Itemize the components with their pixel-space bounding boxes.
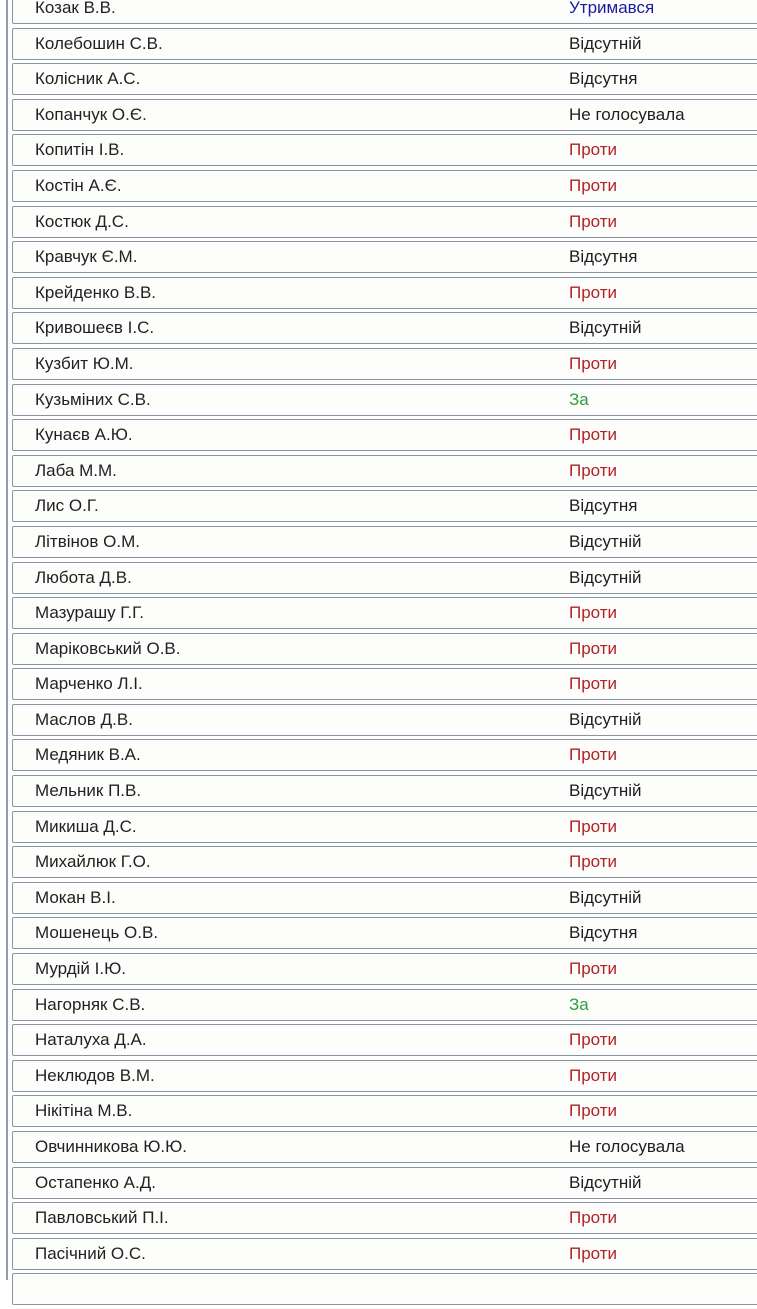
deputy-name: Копанчук О.Є. bbox=[35, 104, 147, 124]
deputy-name: Остапенко А.Д. bbox=[35, 1172, 156, 1192]
vote-status: Відсутній bbox=[569, 781, 642, 801]
deputy-name: Кравчук Є.М. bbox=[35, 247, 138, 267]
vote-status: Відсутній bbox=[569, 33, 642, 53]
vote-status: Проти bbox=[569, 638, 618, 658]
deputy-name: Мурдій І.Ю. bbox=[35, 959, 126, 979]
table-row bbox=[12, 28, 757, 60]
deputy-name: Костін А.Є. bbox=[35, 175, 122, 195]
table-row bbox=[12, 739, 757, 771]
vote-status: Відсутній bbox=[569, 318, 642, 338]
deputy-name: Нікітіна М.В. bbox=[35, 1101, 133, 1121]
deputy-name: Микиша Д.С. bbox=[35, 816, 137, 836]
vote-status: Відсутня bbox=[569, 247, 638, 267]
deputy-name: Мельник П.В. bbox=[35, 781, 142, 801]
deputy-name: Маслов Д.В. bbox=[35, 709, 133, 729]
deputy-name: Мазурашу Г.Г. bbox=[35, 603, 145, 623]
table-row bbox=[12, 455, 757, 487]
vote-status: Проти bbox=[569, 1243, 618, 1263]
table-row bbox=[12, 562, 757, 594]
table-row bbox=[12, 384, 757, 416]
vote-status: Проти bbox=[569, 674, 618, 694]
table-row bbox=[12, 1131, 757, 1163]
table-row bbox=[12, 348, 757, 380]
table-row bbox=[12, 312, 757, 344]
deputy-name: Пасічний О.С. bbox=[35, 1243, 146, 1263]
table-row bbox=[12, 775, 757, 807]
deputy-name: Мошенець О.В. bbox=[35, 923, 159, 943]
deputy-name: Лаба М.М. bbox=[35, 460, 117, 480]
table-outer-left-border bbox=[6, 0, 8, 1280]
table-row bbox=[12, 170, 757, 202]
deputy-name: Овчинникова Ю.Ю. bbox=[35, 1137, 188, 1156]
table-row bbox=[12, 0, 757, 24]
table-row bbox=[12, 277, 757, 309]
vote-status: Проти bbox=[569, 959, 618, 979]
table-row bbox=[12, 846, 757, 878]
vote-status: Проти bbox=[569, 282, 618, 302]
deputy-name: Нагорняк С.В. bbox=[35, 994, 146, 1014]
vote-status: Проти bbox=[569, 140, 618, 160]
deputy-name: Костюк Д.С. bbox=[35, 211, 129, 231]
vote-status: Відсутня bbox=[569, 923, 638, 943]
vote-status: Проти bbox=[569, 1030, 618, 1050]
vote-status: Проти bbox=[569, 353, 618, 373]
deputy-name: Кривошеєв І.С. bbox=[35, 318, 155, 338]
table-row bbox=[12, 953, 757, 985]
table-row bbox=[12, 633, 757, 665]
deputy-name: Копитін І.В. bbox=[35, 140, 125, 160]
vote-status: Відсутній bbox=[569, 1172, 642, 1192]
deputy-name: Козак В.В. bbox=[35, 0, 116, 17]
table-row bbox=[12, 1238, 757, 1270]
table-row bbox=[12, 811, 757, 843]
table-row bbox=[12, 668, 757, 700]
vote-status: Проти bbox=[569, 1101, 618, 1121]
vote-status: За bbox=[569, 994, 589, 1014]
vote-status: Проти bbox=[569, 852, 618, 872]
deputy-name: Марченко Л.І. bbox=[35, 674, 143, 694]
deputy-name: Неклюдов В.М. bbox=[35, 1065, 155, 1085]
table-row bbox=[12, 597, 757, 629]
table-row bbox=[12, 882, 757, 914]
deputy-name: Літвінов О.М. bbox=[35, 531, 140, 551]
table-row bbox=[12, 704, 757, 736]
vote-status: Проти bbox=[569, 816, 618, 836]
vote-status: Відсутня bbox=[569, 496, 638, 516]
deputy-name: Михайлюк Г.О. bbox=[35, 852, 151, 872]
deputy-name: Кузбит Ю.М. bbox=[35, 353, 134, 373]
vote-status: Проти bbox=[569, 425, 618, 445]
table-row bbox=[12, 99, 757, 131]
table-row bbox=[12, 134, 757, 166]
vote-status: Утримався bbox=[569, 0, 655, 17]
vote-status: За bbox=[569, 389, 589, 409]
deputy-name: Медяник В.А. bbox=[35, 745, 141, 765]
deputy-name: Колісник А.С. bbox=[35, 69, 141, 89]
vote-status: Відсутній bbox=[569, 709, 642, 729]
vote-status: Проти bbox=[569, 603, 618, 623]
table-row bbox=[12, 490, 757, 522]
table-row bbox=[12, 526, 757, 558]
table-row bbox=[12, 1095, 757, 1127]
deputy-name: Лис О.Г. bbox=[35, 496, 99, 516]
vote-status: Проти bbox=[569, 745, 618, 765]
deputy-name: Павловський П.І. bbox=[35, 1208, 169, 1228]
table-row bbox=[12, 1024, 757, 1056]
vote-status: Відсутній bbox=[569, 567, 642, 587]
deputy-name: Крейденко В.В. bbox=[35, 282, 157, 302]
table-row bbox=[12, 917, 757, 949]
table-row bbox=[12, 63, 757, 95]
table-row bbox=[12, 1202, 757, 1234]
deputy-name: Любота Д.В. bbox=[35, 567, 132, 587]
table-row bbox=[12, 419, 757, 451]
vote-status: Проти bbox=[569, 175, 618, 195]
deputy-name: Наталуха Д.А. bbox=[35, 1030, 147, 1050]
table-row bbox=[12, 989, 757, 1021]
vote-status: Не голосувала bbox=[569, 1137, 685, 1156]
table-row bbox=[12, 241, 757, 273]
vote-status: Проти bbox=[569, 211, 618, 231]
deputy-name: Кунаєв А.Ю. bbox=[35, 425, 133, 445]
vote-status: Відсутня bbox=[569, 69, 638, 89]
vote-status: Відсутній bbox=[569, 887, 642, 907]
table-row bbox=[12, 1060, 757, 1092]
vote-status: Відсутній bbox=[569, 531, 642, 551]
vote-status: Не голосувала bbox=[569, 104, 685, 124]
vote-status: Проти bbox=[569, 460, 618, 480]
table-row bbox=[12, 1167, 757, 1199]
vote-status: Проти bbox=[569, 1208, 618, 1228]
deputy-name: Мокан В.І. bbox=[35, 887, 116, 907]
deputy-name: Колебошин С.В. bbox=[35, 33, 163, 53]
deputy-name: Кузьміних С.В. bbox=[35, 389, 151, 409]
table-row bbox=[12, 206, 757, 238]
vote-results-table bbox=[12, 0, 757, 1309]
vote-status: Проти bbox=[569, 1065, 618, 1085]
deputy-name: Маріковський О.В. bbox=[35, 638, 181, 658]
table-row bbox=[12, 1273, 757, 1305]
